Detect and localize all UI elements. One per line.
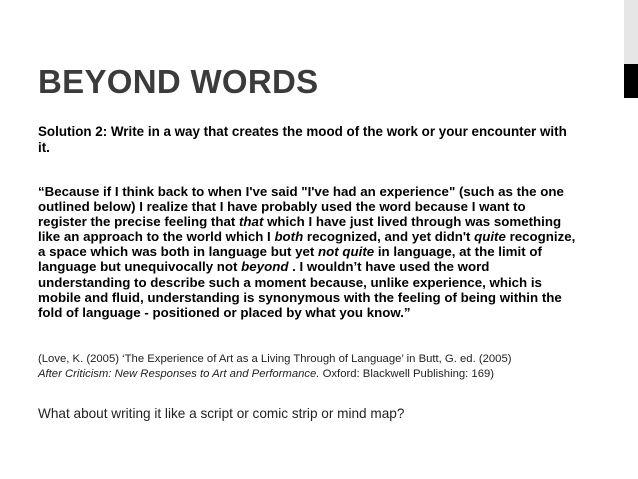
quote-text: recognize, a space which was both in language but yet [38, 229, 576, 260]
citation-line: (Love, K. (2005) ‘The Experience of Art as a Living Through of Language’ in Butt, G. ed. (2005) [38, 353, 512, 365]
quote-text: “Because if I think back to when I've said "I've had an experience" (such as the one outlined below) I realize that I have probably used the word because I want to register the precise feeling that [38, 184, 564, 230]
quote-emphasis: that [239, 214, 264, 230]
solution-text: Solution 2: Write in a way that creates the mood of the work or your encounter with it. [38, 124, 567, 155]
quote-emphasis: beyond [241, 259, 289, 275]
quote-emphasis: both [274, 229, 304, 245]
quote-text: recognized, and yet didn't [303, 229, 475, 245]
side-bar-dark-segment [624, 64, 638, 98]
quote-text: in language, at the limit of language but unequivocally not [38, 244, 542, 275]
citation-book-title: After Criticism: New Responses to Art and Performance. [38, 367, 320, 380]
quote-emphasis: not quite [318, 244, 375, 260]
citation [38, 352, 598, 381]
side-bar-light-segment [624, 0, 638, 64]
slide-title: BEYOND WORDS [38, 63, 319, 100]
quote-block [38, 184, 578, 320]
citation-publisher: Oxford: Blackwell Publishing: 169) [319, 367, 495, 380]
closing-question: What about writing it like a script or comic strip or mind map? [38, 406, 405, 421]
quote-text: which I have just lived through was something like an approach to the world which I [38, 214, 562, 245]
quote-emphasis: quite [474, 229, 506, 245]
quote-text: . I wouldn’t have used the word understanding to describe such a moment because, unlike experience, which is mobile and fluid, understanding is synonymous with the feeling of being within the fold of language - positioned or placed by what you know.” [38, 259, 562, 320]
side-accent-bar [624, 0, 638, 479]
